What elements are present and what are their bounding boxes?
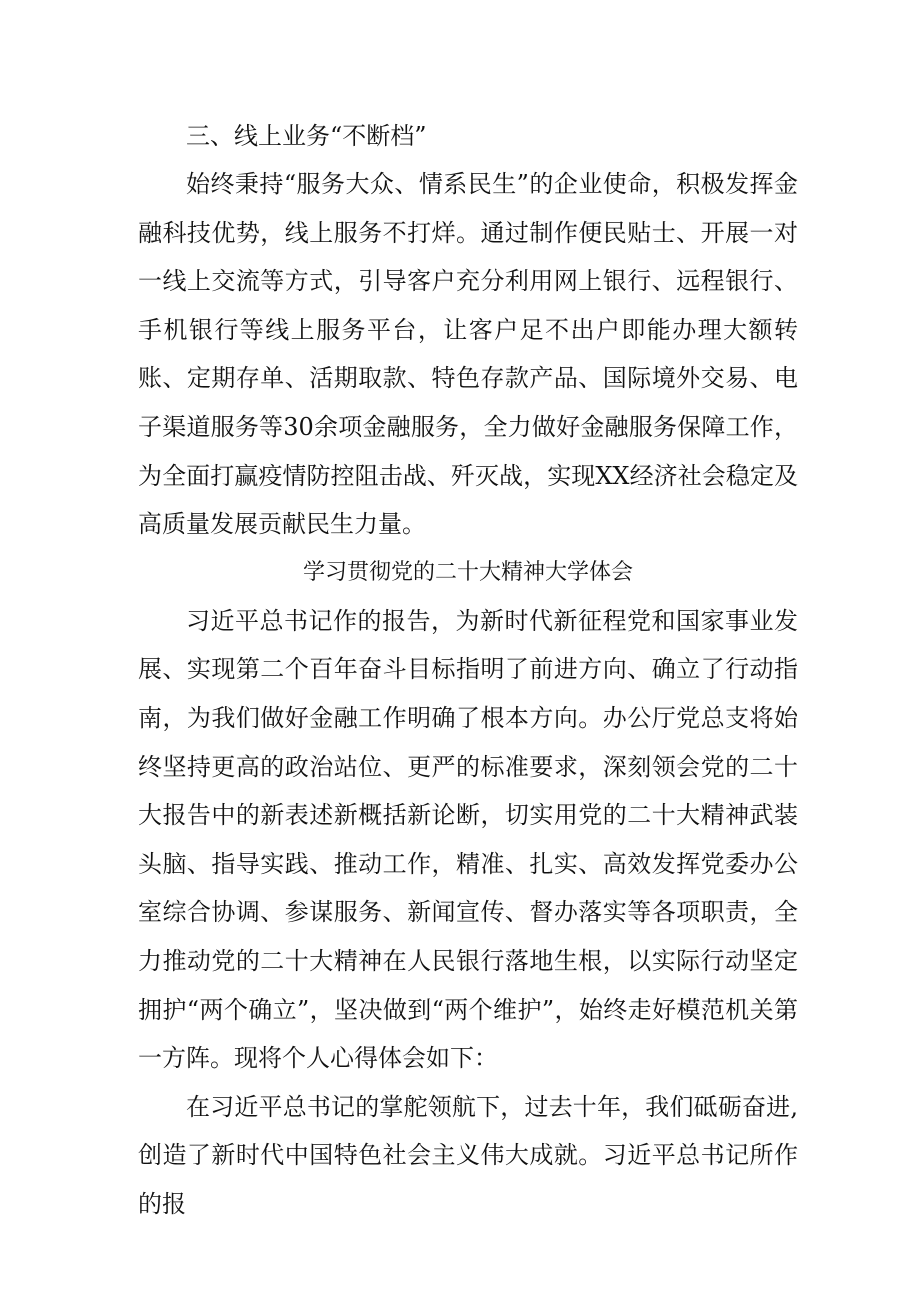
essay-paragraph-1: 习近平总书记作的报告，为新时代新征程党和国家事业发展、实现第二个百年奋斗目标指明了前进方向、确立了行动指南，为我们做好金融工作明确了根本方向。办公厅党总支将始终坚持更高的政治站位、更严的标准要求，深刻领会党的二十大报告中的新表述新概括新论断，切实用党的二十大精神武装头脑、指导实践、推动工作，精准、扎实、高效发挥党委办公室综合协调、参谋服务、新闻宣传、督办落实等各项职责，全力推动党的二十大精神在人民银行落地生根，以实际行动坚定拥护“两个确立”，坚决做到“两个维护”，始终走好模范机关第一方阵。现将个人心得体会如下： xyxy=(138,606,798,1073)
section-heading: 三、线上业务“不断档” xyxy=(186,122,427,150)
essay-paragraph-2: 在习近平总书记的掌舵领航下，过去十年，我们砥砺奋进,创造了新时代中国特色社会主义伟大成就。习近平总书记所作的报 xyxy=(138,1092,798,1218)
section-paragraph: 始终秉持“服务大众、情系民生”的企业使命，积极发挥金融科技优势，线上服务不打烊。通过制作便民贴士、开展一对一线上交流等方式，引导客户充分利用网上银行、远程银行、手机银行等线上服务平台，让客户足不出户即能办理大额转账、定期存单、活期取款、特色存款产品、国际境外交易、电子渠道服务等30余项金融服务，全力做好金融服务保障工作，为全面打赢疫情防控阻击战、歼灭战，实现XX经济社会稳定及高质量发展贡献民生力量。 xyxy=(138,170,798,539)
essay-title: 学习贯彻党的二十大精神大学体会 xyxy=(302,559,633,585)
document-body xyxy=(138,112,798,1228)
